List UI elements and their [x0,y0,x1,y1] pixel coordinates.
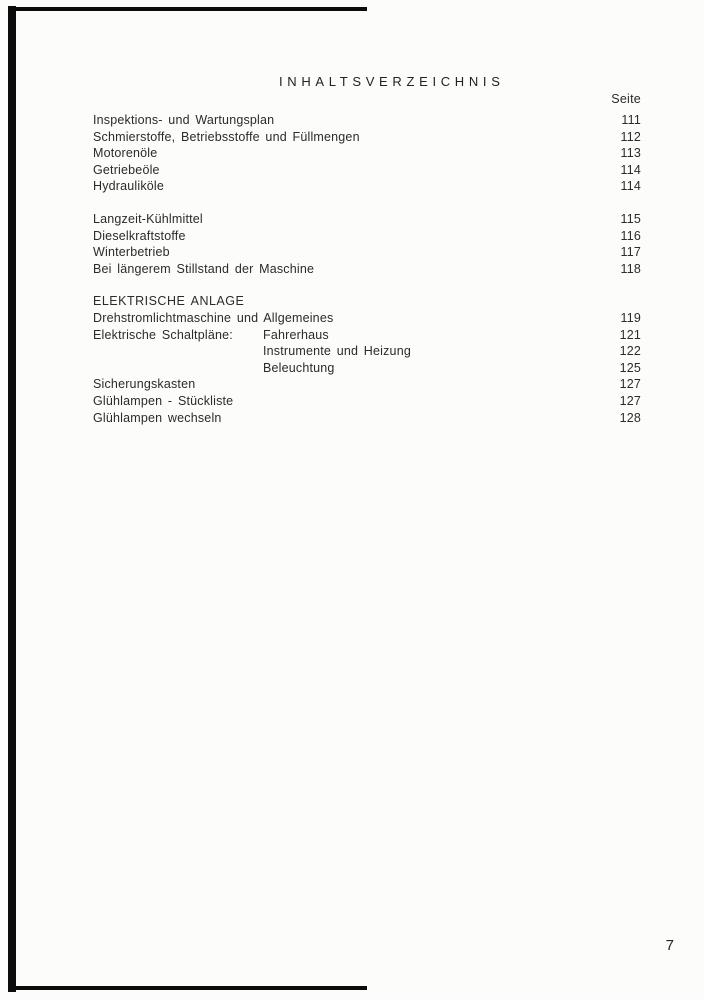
toc-entry-label [93,327,599,344]
toc-row [93,228,641,245]
toc-entry-label: Winterbetrieb [93,245,170,260]
toc-entry-page: 114 [620,179,641,194]
toc-row [93,343,641,360]
toc-entry-label: Glühlampen wechseln [93,410,222,425]
toc-entry-page: 111 [621,113,641,127]
toc-entry-page: 119 [620,310,641,325]
toc-entry-page: 121 [619,327,641,342]
toc-entry-sublabel: Fahrerhaus [263,327,329,342]
toc-entry-sublabel: Beleuchtung [263,360,335,375]
toc-entry-label: Dieselkraftstoffe [93,228,186,243]
binding-edge-left [8,6,16,992]
toc-row [93,376,641,393]
toc-content [93,74,641,426]
toc-section-heading [93,293,641,310]
toc-entry-page: 113 [620,146,641,161]
toc-entry-page: 115 [620,211,641,226]
toc-entry-label: Glühlampen - Stückliste [93,393,234,408]
toc-row [93,360,641,377]
toc-row [93,261,641,278]
page-title: INHALTSVERZEICHNIS [279,74,505,89]
toc-row [93,310,641,327]
toc-entry-page: 128 [619,410,641,425]
toc-entry-label: Inspektions- und Wartungsplan [93,113,275,127]
toc-row [93,178,641,195]
toc-entry-label: Bei längerem Stillstand der Maschine [93,261,315,276]
toc-row [93,211,641,228]
toc-entry-label [93,360,599,377]
toc-entry-page: 114 [620,162,641,177]
toc-entry-label: Getriebeöle [93,162,160,177]
toc-entry-page: 118 [620,261,641,276]
toc-entry-label: Schmierstoffe, Betriebsstoffe und Füllmengen [93,129,360,144]
toc-entry-page: 125 [619,360,641,375]
toc-row [93,393,641,410]
page-number-footer: 7 [665,937,674,954]
toc-entry-page: 116 [620,228,641,243]
toc-row [93,129,641,146]
toc-row [93,162,641,179]
toc-entry-label: Langzeit-Kühlmittel [93,211,203,226]
toc-entry-label: Drehstromlichtmaschine und Allgemeines [93,310,334,325]
toc-row [93,410,641,427]
toc-group-1 [93,112,641,195]
toc-entry-label: ELEKTRISCHE ANLAGE [93,294,245,309]
toc-entry-label [93,343,599,360]
toc-row [93,112,641,129]
toc-row [93,327,641,344]
seite-column-header: Seite [611,92,641,106]
toc-entry-page: 127 [619,377,641,392]
toc-entry-page: 122 [619,344,641,359]
toc-row [93,145,641,162]
toc-group-3 [93,293,641,426]
toc-row [93,244,641,261]
toc-entry-page: 112 [620,129,641,144]
toc-entry-label: Hydrauliköle [93,179,165,194]
toc-entry-page: 127 [619,393,641,408]
scan-edge-top [10,7,367,11]
toc-entry-label: Sicherungskasten [93,377,196,392]
scan-edge-bottom [10,986,367,990]
toc-entry-page: 117 [620,245,641,260]
toc-entry-sublabel: Instrumente und Heizung [263,344,411,359]
toc-entry-prefix: Elektrische Schaltpläne: [93,327,233,342]
table-of-contents [93,112,641,426]
toc-entry-label: Motorenöle [93,146,158,161]
toc-group-2 [93,211,641,277]
